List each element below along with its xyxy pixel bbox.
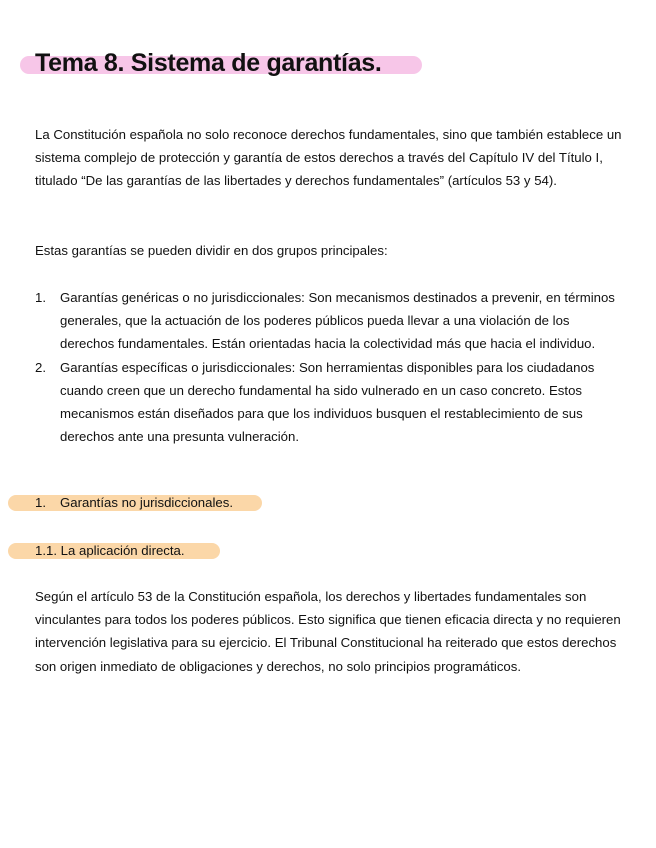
subsection-heading-label: 1.1. La aplicación directa. (35, 543, 185, 558)
list-item (35, 286, 625, 356)
section-heading-label: Garantías no jurisdiccionales. (60, 495, 233, 510)
groups-intro-paragraph: Estas garantías se pueden dividir en dos grupos principales: (35, 243, 388, 258)
intro-paragraph: La Constitución española no solo reconoce derechos fundamentales, sino que también establece un sistema complejo de protección y garantía de estos derechos a través del Capítulo IV del Título I, titulado “De las garantías de las libertades y derechos fundamentales” (artículos 53 y 54). (35, 127, 622, 189)
guarantees-list (35, 286, 625, 448)
list-item (35, 356, 625, 449)
section-1-1-paragraph: Según el artículo 53 de la Constitución española, los derechos y libertades fundamentales son vinculantes para todos los poderes públicos. Esto significa que tienen eficacia directa y no requieren intervención legislativa para su ejercicio. El Tribunal Constitucional ha reiterado que estos derechos son origen inmediato de obligaciones y derechos, no solo principios programáticos. (35, 589, 621, 674)
page-title: Tema 8. Sistema de garantías. (35, 49, 382, 77)
list-item-text: Garantías específicas o jurisdiccionales: Son herramientas disponibles para los ciudadanos cuando creen que un derecho fundamental ha sido vulnerado en un caso concreto. Estos mecanismos están diseñados para que los individuos busquen el restablecimiento de sus derechos ante una presunta vulneración. (60, 359, 595, 445)
list-item-number: 2. (35, 359, 46, 375)
section-heading-1-1 (8, 540, 185, 562)
title-block (20, 46, 382, 80)
list-item-number: 1. (35, 290, 46, 305)
section-heading-number: 1. (35, 495, 46, 510)
list-item-text: Garantías genéricas o no jurisdiccionales: Son mecanismos destinados a prevenir, en términos generales, que la actuación de los poderes públicos pueda llevar a una violación de los derechos fundamentales. Están orientadas hacia la colectividad más que hacia el individuo. (60, 290, 615, 352)
section-heading-1 (8, 492, 233, 514)
